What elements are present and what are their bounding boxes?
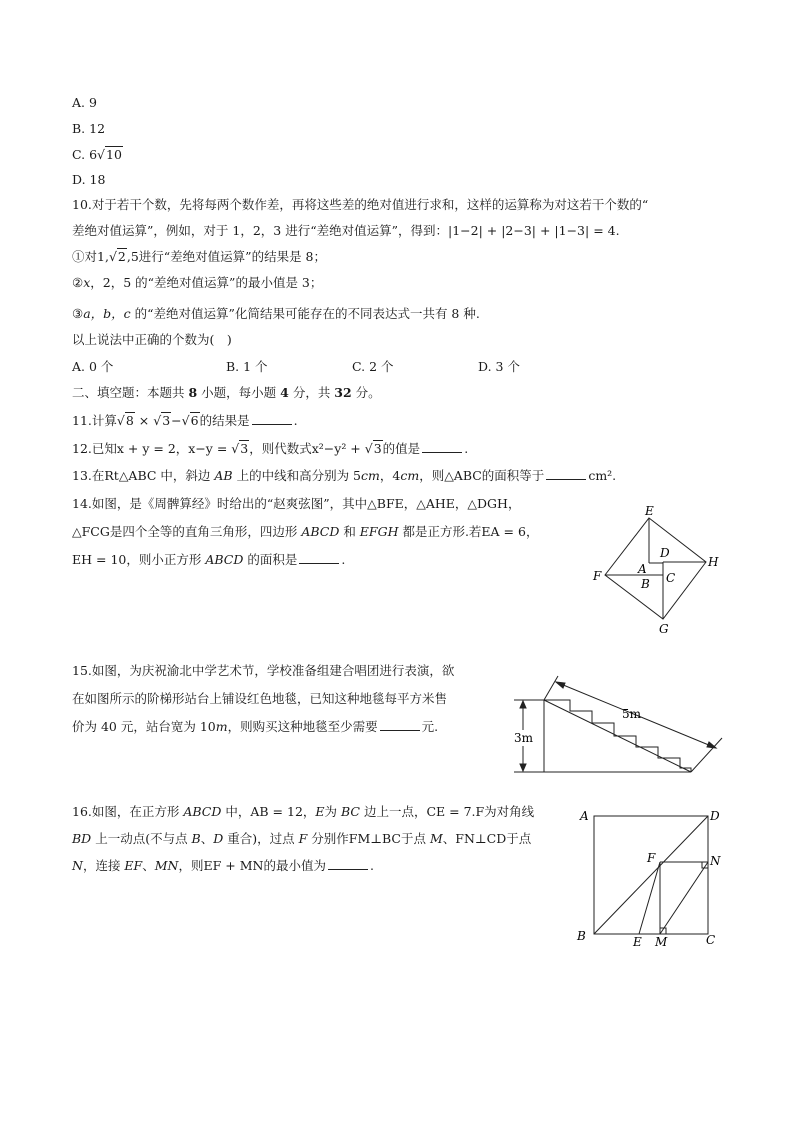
q14-line3: EH = 10，则小正方形 ABCD 的面积是 .: [72, 552, 346, 567]
q9-option-d: D. 18: [72, 172, 106, 187]
section-2-heading: 二、填空题：本题共 8 小题，每小题 4 分，共 32 分。: [72, 385, 381, 400]
label-B: B: [641, 577, 650, 591]
q10-option-d: D. 3 个: [478, 359, 520, 374]
q14-line2: △FCG是四个全等的直角三角形，四边形 ABCD 和 EFGH 都是正方形.若EA = 6，: [72, 524, 539, 539]
label-D: D: [660, 546, 670, 560]
label-E: E: [633, 935, 642, 949]
square-diagram: [572, 804, 732, 950]
q9-option-c: C. 6√10: [72, 147, 122, 162]
label-M: M: [655, 935, 668, 949]
q16-line3: N，连接 EF、MN，则EF + MN的最小值为 .: [72, 858, 374, 873]
q9-option-a: A. 9: [72, 95, 97, 110]
label-G: G: [659, 622, 669, 636]
q10-line2: 差绝对值运算”，例如，对于 1，2，3 进行“差绝对值运算”，得到：|1−2| + |2−3| + |1−3| = 4.: [72, 223, 620, 238]
q10-option-b: B. 1 个: [226, 359, 268, 374]
label-3m: 3m: [514, 731, 534, 745]
q12: 12.已知x + y = 2，x−y = √3，则代数式x²−y² + √3的值是 .: [72, 441, 469, 456]
label-C: C: [706, 933, 716, 947]
staircase-diagram: [508, 668, 728, 778]
q15-line3: 价为 40 元，站台宽为 10m，则购买这种地毯至少需要 元.: [72, 719, 439, 734]
label-F: F: [647, 851, 656, 865]
label-B: B: [577, 929, 586, 943]
q15-line1: 15.如图，为庆祝渝北中学艺术节，学校准备组建合唱团进行表演，欲: [72, 663, 455, 678]
label-D: D: [710, 809, 720, 823]
q11: 11.计算√8 × √3−√6的结果是 .: [72, 413, 298, 428]
zhao-shuang-diagram: [588, 500, 728, 640]
answer-blank: [546, 467, 586, 480]
answer-blank: [422, 440, 462, 453]
q9-option-b: B. 12: [72, 121, 106, 136]
answer-blank: [299, 551, 339, 564]
q10-prompt: 以上说法中正确的个数为( ): [72, 332, 232, 347]
label-C: C: [666, 571, 676, 585]
label-E: E: [645, 504, 654, 518]
q14-line1: 14.如图，是《周髀算经》时给出的“赵爽弦图”，其中△BFE，△AHE，△DGH，: [72, 496, 521, 511]
label-H: H: [708, 555, 719, 569]
label-5m: 5m: [622, 707, 642, 721]
q10-line1: 10.对于若干个数，先将每两个数作差，再将这些差的绝对值进行求和，这样的运算称为对这若干个数的“: [72, 197, 649, 212]
q10-option-c: C. 2 个: [352, 359, 394, 374]
label-A: A: [638, 562, 647, 576]
q16-line2: BD 上一动点(不与点 B、D 重合)，过点 F 分别作FM⊥BC于点 M、FN⊥CD于点: [72, 831, 532, 846]
q10-statement-3: ③a，b，c 的“差绝对值运算”化简结果可能存在的不同表达式一共有 8 种.: [72, 306, 480, 321]
label-N: N: [710, 854, 721, 868]
answer-blank: [328, 857, 368, 870]
label-A: A: [580, 809, 589, 823]
answer-blank: [380, 718, 420, 731]
q10-statement-2: ②x，2，5 的“差绝对值运算”的最小值是 3；: [72, 275, 323, 290]
label-F: F: [593, 569, 602, 583]
q10-option-a: A. 0 个: [72, 359, 114, 374]
answer-blank: [252, 412, 292, 425]
q16-line1: 16.如图，在正方形 ABCD 中，AB = 12，E为 BC 边上一点，CE = 7.F为对角线: [72, 804, 535, 819]
q10-statement-1: ①对1,√2,5进行“差绝对值运算”的结果是 8；: [72, 249, 326, 264]
q15-line2: 在如图所示的阶梯形站台上铺设红色地毯，已知这种地毯每平方米售: [72, 691, 448, 706]
q13: 13.在Rt△ABC 中，斜边 AB 上的中线和高分别为 5cm，4cm，则△ABC的面积等于 cm².: [72, 468, 617, 483]
